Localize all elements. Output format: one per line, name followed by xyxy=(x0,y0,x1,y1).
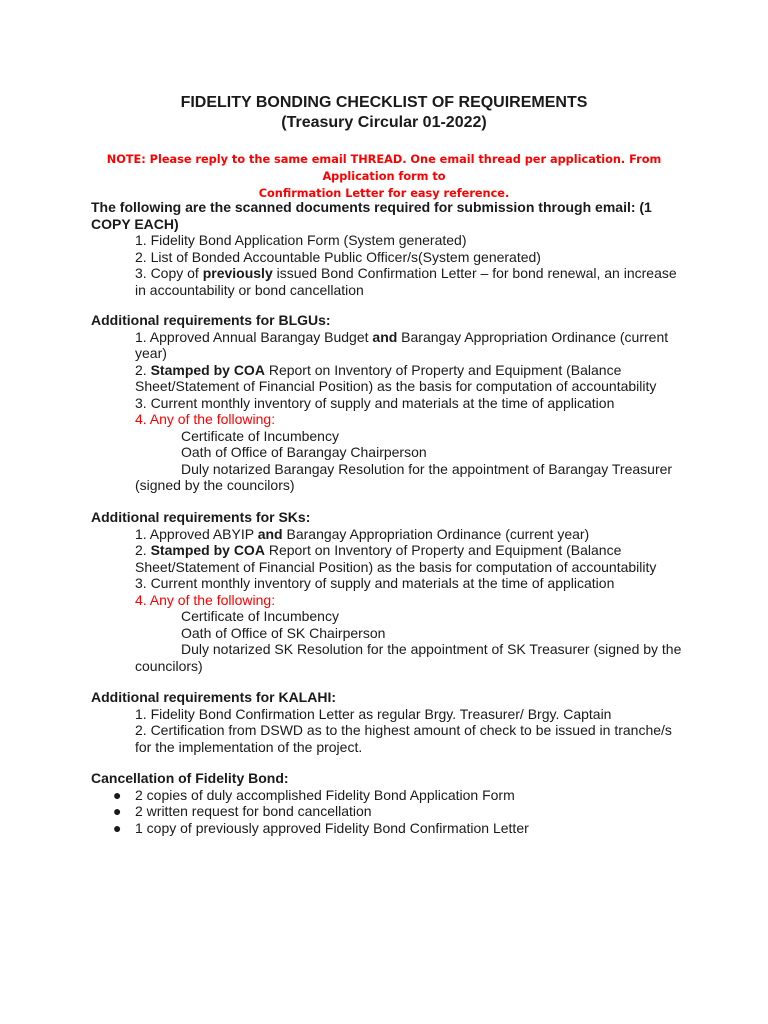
blgu-item-1-text: 1. Approved Annual Barangay Budget xyxy=(135,328,373,345)
scanned-item-3 xyxy=(91,265,691,282)
blgu-item-2-number: 2. xyxy=(135,361,151,378)
cancellation-item-3 xyxy=(91,820,691,837)
email-note xyxy=(96,151,672,202)
blgu-heading: Additional requirements for BLGUs: xyxy=(91,312,331,328)
scanned-item-2: 2. List of Bonded Accountable Public Officer/s(System generated) xyxy=(135,248,541,265)
blgu-item-1-cont: year) xyxy=(135,345,167,361)
kalahi-item-2: 2. Certification from DSWD as to the highest amount of check to be issued in tranche/s xyxy=(135,722,672,738)
blgu-item-2-emphasis: Stamped by COA xyxy=(150,361,265,378)
sk-requirements-section xyxy=(91,509,691,674)
blgu-item-1-emphasis: and xyxy=(372,328,398,345)
scanned-item-3-cont: in accountability or bond cancellation xyxy=(135,281,364,298)
sk-item-1-text-cont: Barangay Appropriation Ordinance (current year) xyxy=(282,525,590,542)
cancellation-item-2 xyxy=(91,803,691,820)
sk-item-2-number: 2. xyxy=(135,542,151,558)
kalahi-item-2-cont: for the implementation of the project. xyxy=(135,738,363,755)
document-subtitle: (Treasury Circular 01-2022) xyxy=(281,114,487,131)
email-note-line-2: Confirmation Letter for easy reference. xyxy=(258,187,510,200)
sk-item-3: 3. Current monthly inventory of supply and materials at the time of application xyxy=(135,575,615,591)
sk-item-2-cont: Sheet/Statement of Financial Position) as the basis for computation of accountability xyxy=(135,558,657,575)
scanned-item-3-text-cont: issued Bond Confirmation Letter – for bond renewal, an increase xyxy=(272,265,677,281)
scanned-documents-section xyxy=(91,199,691,298)
cancellation-item-1-text: 2 copies of duly accomplished Fidelity Bond Application Form xyxy=(135,786,515,803)
blgu-sub-item-3: Duly notarized Barangay Resolution for the appointment of Barangay Treasurer xyxy=(181,460,673,477)
scanned-documents-heading: The following are the scanned documents required for submission through email: (1 xyxy=(91,199,652,215)
blgu-item-1-text-cont: Barangay Appropriation Ordinance (current xyxy=(397,328,669,345)
scanned-documents-heading-cont: COPY EACH) xyxy=(91,215,179,232)
cancellation-item-2-text: 2 written request for bond cancellation xyxy=(135,803,372,819)
cancellation-section xyxy=(91,770,691,836)
document-title: FIDELITY BONDING CHECKLIST OF REQUIREMENTS xyxy=(180,94,588,111)
scanned-item-3-text: 3. Copy of xyxy=(135,265,203,281)
bullet-icon: ● xyxy=(113,819,122,836)
blgu-item-2-text: Report on Inventory of Property and Equipment (Balance xyxy=(264,361,622,378)
cancellation-item-1 xyxy=(91,787,691,804)
bullet-icon: ● xyxy=(113,786,122,803)
blgu-sub-item-1: Certificate of Incumbency xyxy=(181,427,339,444)
sk-sub-item-3-cont: councilors) xyxy=(135,657,203,674)
blgu-item-2-cont: Sheet/Statement of Financial Position) as the basis for computation of accountability xyxy=(135,378,657,394)
sk-item-2-text: Report on Inventory of Property and Equipment (Balance xyxy=(264,542,622,558)
blgu-sub-item-2: Oath of Office of Barangay Chairperson xyxy=(181,444,427,460)
sk-heading: Additional requirements for SKs: xyxy=(91,509,311,525)
sk-sub-item-2: Oath of Office of SK Chairperson xyxy=(181,624,386,641)
sk-item-2-emphasis: Stamped by COA xyxy=(150,542,265,558)
kalahi-requirements-section xyxy=(91,689,691,755)
sk-item-2 xyxy=(91,542,691,559)
sk-item-1-emphasis: and xyxy=(257,525,283,542)
sk-item-1 xyxy=(91,526,691,543)
blgu-sub-item-3-cont: (signed by the councilors) xyxy=(135,477,295,493)
kalahi-heading: Additional requirements for KALAHI: xyxy=(91,689,337,705)
sk-item-1-text: 1. Approved ABYIP xyxy=(135,525,258,542)
sk-item-4: 4. Any of the following: xyxy=(135,591,276,608)
scanned-item-3-emphasis: previously xyxy=(202,265,273,281)
cancellation-item-3-text: 1 copy of previously approved Fidelity Bond Confirmation Letter xyxy=(135,819,529,836)
bullet-icon: ● xyxy=(113,803,122,819)
blgu-item-2 xyxy=(91,362,691,379)
sk-sub-item-3: Duly notarized SK Resolution for the appointment of SK Treasurer (signed by the xyxy=(181,641,682,657)
blgu-requirements-section xyxy=(91,312,691,494)
blgu-item-4: 4. Any of the following: xyxy=(135,411,276,427)
kalahi-item-1: 1. Fidelity Bond Confirmation Letter as regular Brgy. Treasurer/ Brgy. Captain xyxy=(135,705,612,722)
blgu-item-3: 3. Current monthly inventory of supply and materials at the time of application xyxy=(135,394,615,411)
cancellation-heading: Cancellation of Fidelity Bond: xyxy=(91,770,289,786)
blgu-item-1 xyxy=(91,329,691,346)
email-note-line-1: NOTE: Please reply to the same email THREAD. One email thread per application. From Application form to xyxy=(106,153,662,183)
scanned-item-1: 1. Fidelity Bond Application Form (System generated) xyxy=(135,232,467,248)
sk-sub-item-1: Certificate of Incumbency xyxy=(181,608,339,624)
